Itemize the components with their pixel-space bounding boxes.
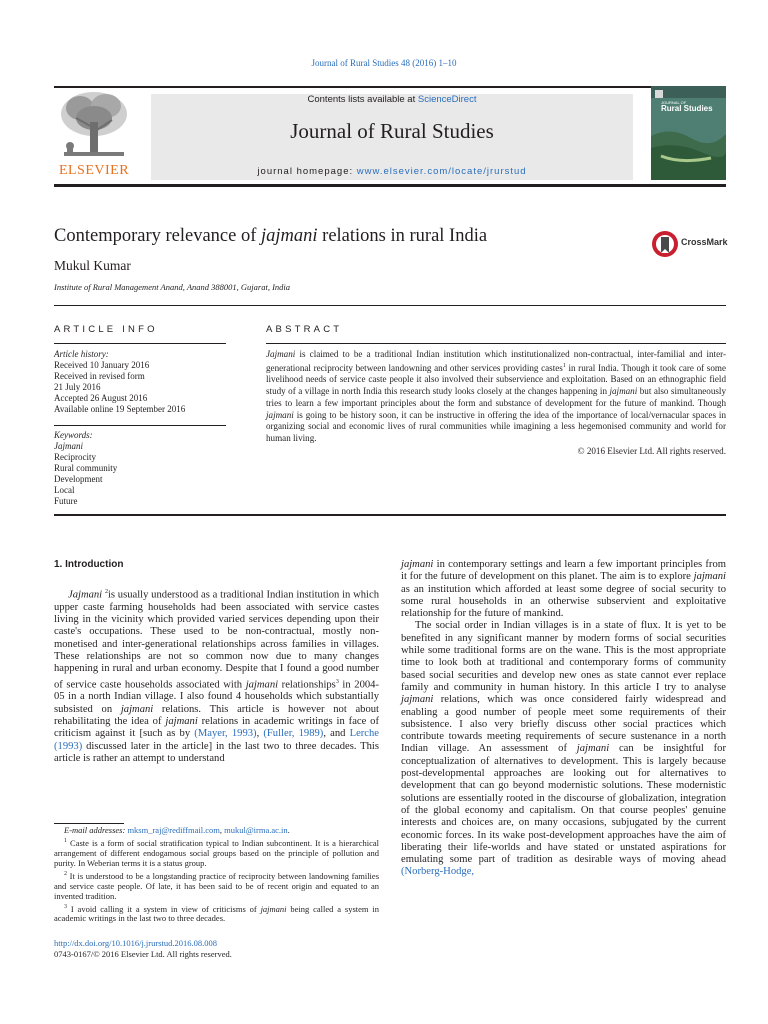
author-affiliation: Institute of Rural Management Anand, Anand 388001, Gujarat, India (54, 282, 291, 292)
article-info-rule (54, 343, 226, 344)
email-link-1[interactable]: mksm_raj@rediffmail.com (127, 825, 220, 835)
abstract-copyright: © 2016 Elsevier Ltd. All rights reserved. (577, 445, 726, 456)
journal-homepage (151, 166, 633, 177)
homepage-link[interactable]: www.elsevier.com/locate/jrurstud (356, 166, 527, 177)
elsevier-wordmark: ELSEVIER (58, 163, 130, 178)
history-item: Received 10 January 2016 (54, 360, 150, 370)
email-link-2[interactable]: mukul@irma.ac.in (224, 825, 288, 835)
abstract-rule (266, 343, 726, 344)
keyword: Jajmani (54, 441, 83, 451)
history-item: Received in revised form (54, 371, 145, 381)
title-bottom-rule (54, 305, 726, 306)
cover-small-text: JOURNAL OF (661, 100, 687, 105)
keyword: Development (54, 474, 103, 484)
abstract-text: Jajmani is claimed to be a traditional Indian institution which institutionalized non-contractual, inter-familial and inter-generational reciprocity between landowning and other services providing castes$^1$ in rural India. Though it took care of some livelihood needs of service caste people it also involved their subservience and exploitation. Based on an ethnographic field study of a village in north India this research study looks closely at the changes happening in jajmani but also simultaneously tries to learn a few important principles about the form and substance of development for the future of mankind. Though jajmani is going to be history soon, it can be instructive in offering the idea of the importance of local/vernacular spaces in organizing social and economic lives of rural communities while imagining a less hegemonised community and world for human living. © 2016 Elsevier Ltd. All rights reserved. (266, 349, 726, 456)
section-1-heading: 1. Introduction (54, 559, 124, 570)
ref-lerche-1993[interactable]: Lerche (1993) (54, 728, 380, 752)
article-title (54, 226, 487, 247)
masthead-bottom-rule (54, 184, 726, 187)
contents-prefix: Contents lists available at (307, 94, 418, 105)
contents-line (151, 94, 633, 105)
title-part-2: jajmani (261, 226, 318, 246)
history-item: 21 July 2016 (54, 382, 101, 392)
journal-title: Journal of Rural Studies (290, 119, 494, 143)
crossmark-label[interactable]: CrossMark (681, 237, 728, 247)
doi-block (54, 938, 232, 959)
journal-citation[interactable]: Journal of Rural Studies 48 (2016) 1–10 (311, 58, 457, 68)
ref-norberg-hodge[interactable]: (Norberg-Hodge, (401, 866, 475, 878)
ref-mayer-1993[interactable]: (Mayer, 1993) (194, 728, 257, 740)
history-label: Article history: (54, 349, 109, 359)
article-info-heading: ARTICLE INFO (54, 324, 158, 335)
ref-fuller-1989[interactable]: (Fuller, 1989) (263, 728, 324, 740)
footnote-rule (54, 823, 124, 824)
sciencedirect-link[interactable]: ScienceDirect (417, 94, 477, 105)
keyword: Future (54, 496, 78, 506)
author-name: Mukul Kumar (54, 258, 131, 273)
email-label: E-mail addresses: (64, 825, 128, 835)
title-part-1: Contemporary relevance of (54, 226, 262, 246)
article-history (54, 349, 226, 415)
abstract-heading: ABSTRACT (266, 324, 343, 335)
history-item: Accepted 26 August 2016 (54, 393, 148, 403)
cover-title: Rural Studies (661, 104, 713, 113)
masthead-top-rule (54, 86, 726, 88)
intro-left-column: Jajmani $^2$is usually understood as a traditional Indian institution in which upper caste farming households had been associated with service castes living in the vicinity which provided varied services depending upon their caste's occupations. These used to be non-contractual, mostly non-monetised and inter-generational relationships across families in villages. These relationships are not so common now due to many changes happening in rural and urban economy. Despite that I found a good number of service caste households associated with jajmani relationships$^3$ in 2004-05 in a north Indian village. I also found 4 households which substantially subsisted on jajmani relations. This article is however not about rehabilitating the idea of jajmani relations in academic writings in face of criticism against it [such as by (Mayer, 1993), (Fuller, 1989), and Lerche (1993) discussed later in the article] in the last two to three decades. This article is rather an attempt to understand (54, 589, 380, 764)
journal-cover-image (651, 86, 726, 180)
intro-right-column: jajmani in contemporary settings and learn a few important principles from it for the future of development on this planet. The aim is to explore jajmani as an institution which afforded at least some degree of social security to some rural households in an otherwise subservient and exploitative relationship for the future of mankind. The social order in Indian villages is in a state of flux. It is yet to be benefited in any significant manner by modern forms of social securities while some traditional forms are on the wane. This is the most appropriate time to look both at traditional and contemporary forms of community based social securities and develop new ones as state cannot ever replace family and community in human history. In this article I try to analyse jajmani relations, which was once considered fairly widespread and enabling a good number of people meet some requirements of their subsistence. I also very briefly discuss other social practices which contribute towards meeting requirements of secure sustenance in a north Indian village. An assessment of jajmani can be insightful for conceptualization of alternatives to development. This is largely because post-developmental approaches are looking out for alternatives to development that can go beyond modernistic solutions. These modernistic solutions are essentially rooted in the discourse of globalization, integration of the global economy and capitalism. On that course peoples' genuine interests and choices are, on many occasions, subjugated by the current economic forces. In its wake post-development approaches have the aim of liberating their life-worlds and have stated or unstated aspirations for emulating some part of tradition as desirable ways of moving ahead (Norberg-Hodge, (401, 559, 726, 878)
footnotes: E-mail addresses: mksm_raj@rediffmail.com, mukul@irma.ac.in. $^1$ Caste is a form of social stratification typical to Indian subcontinent. It is a hierarchical arrangement of different endogamous social groups based on the principle of pollution and purity. In Weberian terms it is a status group. $^2$ It is understood to be a longstanding practice of reciprocity between landowning families and service caste people. Of late, it has been said to be of recent origin and equated to an invented tradition. $^3$ I avoid calling it a system in view of criticisms of jajmani being called a system in academic writings in the last two to three decades. (54, 825, 379, 924)
history-item: Available online 19 September 2016 (54, 404, 186, 414)
keyword: Rural community (54, 463, 118, 473)
front-matter-rule (54, 514, 726, 516)
homepage-prefix: journal homepage: (257, 166, 357, 177)
keywords-list (54, 430, 226, 507)
title-part-3: relations in rural India (317, 226, 488, 246)
keywords-label: Keywords: (54, 430, 93, 440)
crossmark-icon[interactable] (651, 229, 679, 259)
doi-link[interactable]: http://dx.doi.org/10.1016/j.jrurstud.2016.08.008 (54, 938, 217, 948)
keyword: Reciprocity (54, 452, 96, 462)
keyword: Local (54, 485, 75, 495)
issn-copyright: 0743-0167/© 2016 Elsevier Ltd. All rights reserved. (54, 948, 232, 959)
elsevier-tree-logo (56, 88, 132, 162)
history-keywords-rule (54, 425, 226, 426)
